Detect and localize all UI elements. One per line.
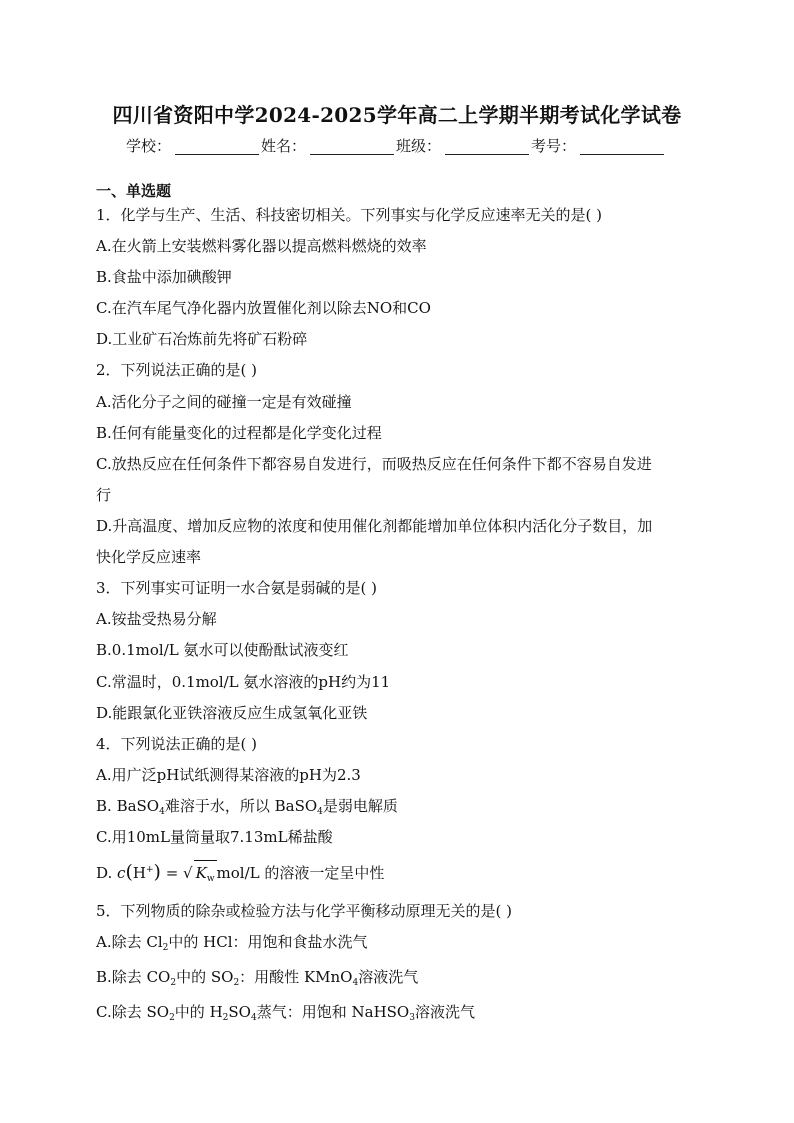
- q3-option-c: C.常温时，0.1mol/L 氨水溶液的pH约为11: [96, 673, 391, 691]
- q1-option-d: D.工业矿石冶炼前先将矿石粉碎: [96, 330, 308, 348]
- q5c-formula-2-h-sub: 2: [222, 1013, 229, 1023]
- q2-option-b: B.任何有能量变化的过程都是化学变化过程: [96, 424, 382, 442]
- page-title: 四川省资阳中学2024-2025学年高二上学期半期考试化学试卷: [112, 103, 682, 127]
- q4d-equals: =: [160, 864, 184, 882]
- q5a-suffix: ：用饱和食盐水洗气: [232, 933, 368, 951]
- q5c-suffix: 溶液洗气: [414, 1003, 475, 1021]
- q5c-formula-2-h: H: [209, 1003, 223, 1021]
- school-label: 学校：: [126, 137, 172, 155]
- q4b-prefix: B.: [96, 797, 117, 815]
- q5a-middle: 中的: [168, 933, 204, 951]
- q5b-formula-1: CO: [146, 968, 171, 986]
- q1-option-c: C.在汽车尾气净化器内放置催化剂以除去NO和CO: [96, 299, 431, 317]
- q4d-left-paren: (: [125, 861, 133, 883]
- q5c-formula-1: SO: [146, 1003, 170, 1021]
- q4-option-d: [96, 860, 696, 885]
- question-5: 5．下列物质的除杂或检验方法与化学平衡移动原理无关的是( ): [96, 902, 513, 920]
- q4d-right-paren: ): [153, 861, 161, 883]
- class-label: 班级：: [396, 137, 442, 155]
- name-blank: [310, 136, 394, 155]
- q2-option-c-line1: C.放热反应在任何条件下都容易自发进行，而吸热反应在任何条件下都不容易自发进: [96, 455, 652, 473]
- q4d-suffix: mol/L 的溶液一定呈中性: [216, 864, 385, 882]
- question-4: 4．下列说法正确的是( ): [96, 735, 258, 753]
- question-3: 3．下列事实可证明一水合氨是弱碱的是( ): [96, 579, 378, 597]
- q4d-h-symbol: H: [132, 864, 146, 882]
- q5b-middle: 中的: [176, 968, 211, 986]
- student-info-row: [126, 134, 686, 158]
- exam-number-label: 考号：: [531, 137, 577, 155]
- section-heading: 一、单选题: [96, 182, 172, 200]
- q4b-formula-1-sub: 4: [159, 807, 165, 817]
- question-1: 1．化学与生产、生活、科技密切相关。下列事实与化学反应速率无关的是( ): [96, 206, 603, 224]
- q5-option-c: [96, 1000, 696, 1024]
- q5b-prefix: B.除去: [96, 968, 147, 986]
- exam-number-blank: [580, 136, 664, 155]
- q4b-formula-2: BaSO: [274, 797, 318, 815]
- question-2: 2．下列说法正确的是( ): [96, 361, 258, 379]
- q4d-w-subscript: w: [206, 874, 215, 884]
- q5a-prefix: A.除去: [96, 933, 147, 951]
- q5c-formula-1-sub: 2: [169, 1013, 175, 1023]
- q4d-h-charge: +: [145, 865, 154, 875]
- q2-option-a: A.活化分子之间的碰撞一定是有效碰撞: [96, 393, 352, 411]
- q5b-middle-2: ：用酸性: [239, 968, 304, 986]
- q5b-formula-2-sub: 2: [233, 978, 240, 988]
- q5c-formula-3-sub: 3: [409, 1013, 415, 1023]
- q4b-formula-2-sub: 4: [317, 807, 323, 817]
- q4-option-c: C.用10mL量筒量取7.13mL稀盐酸: [96, 828, 333, 846]
- q5c-middle-2: 蒸气：用饱和: [256, 1003, 352, 1021]
- q3-option-b: B.0.1mol/L 氨水可以使酚酞试液变红: [96, 641, 349, 659]
- q5-option-b: [96, 965, 696, 989]
- q4-option-a: A.用广泛pH试纸测得某溶液的pH为2.3: [96, 766, 361, 784]
- q1-option-b: B.食盐中添加碘酸钾: [96, 268, 232, 286]
- q5b-formula-3-sub: 4: [352, 978, 359, 988]
- q2-option-c-line2: 行: [96, 486, 112, 504]
- q2-option-d-line2: 快化学反应速率: [96, 548, 202, 566]
- q4b-suffix: 是弱电解质: [322, 797, 398, 815]
- q4d-c-symbol: c: [117, 864, 126, 882]
- q4d-k-symbol: K: [195, 864, 207, 882]
- q4-option-b: [96, 794, 696, 818]
- q3-option-a: A.铵盐受热易分解: [96, 610, 217, 628]
- q3-option-d: D.能跟氯化亚铁溶液反应生成氢氧化亚铁: [96, 704, 368, 722]
- q5b-formula-1-sub: 2: [170, 978, 177, 988]
- q4d-radicand: [194, 860, 217, 885]
- school-blank: [175, 136, 259, 155]
- q5b-formula-3: KMnO: [303, 968, 353, 986]
- q5c-middle: 中的: [174, 1003, 210, 1021]
- q5b-formula-2: SO: [210, 968, 234, 986]
- q5c-formula-2-so: SO: [228, 1003, 251, 1021]
- q5c-formula-3: NaHSO: [351, 1003, 410, 1021]
- q5-option-a: [96, 930, 696, 954]
- q2-option-d-line1: D.升高温度、增加反应物的浓度和使用催化剂都能增加单位体积内活化分子数目，加: [96, 517, 653, 535]
- q4d-radical-sign: √: [183, 864, 193, 882]
- q5a-formula-1-sub: 2: [162, 943, 169, 953]
- q4b-formula-1: BaSO: [116, 797, 160, 815]
- q4d-prefix: D.: [96, 864, 118, 882]
- q5a-formula-1: Cl: [146, 933, 163, 951]
- q5c-prefix: C.除去: [96, 1003, 147, 1021]
- class-blank: [445, 136, 529, 155]
- q5c-formula-2-so-sub: 4: [250, 1013, 257, 1023]
- q5b-suffix: 溶液洗气: [358, 968, 419, 986]
- q5a-formula-2: HCl: [203, 933, 233, 951]
- q1-option-a: A.在火箭上安装燃料雾化器以提高燃料燃烧的效率: [96, 237, 427, 255]
- q4b-middle: 难溶于水，所以: [164, 797, 275, 815]
- name-label: 姓名：: [261, 137, 307, 155]
